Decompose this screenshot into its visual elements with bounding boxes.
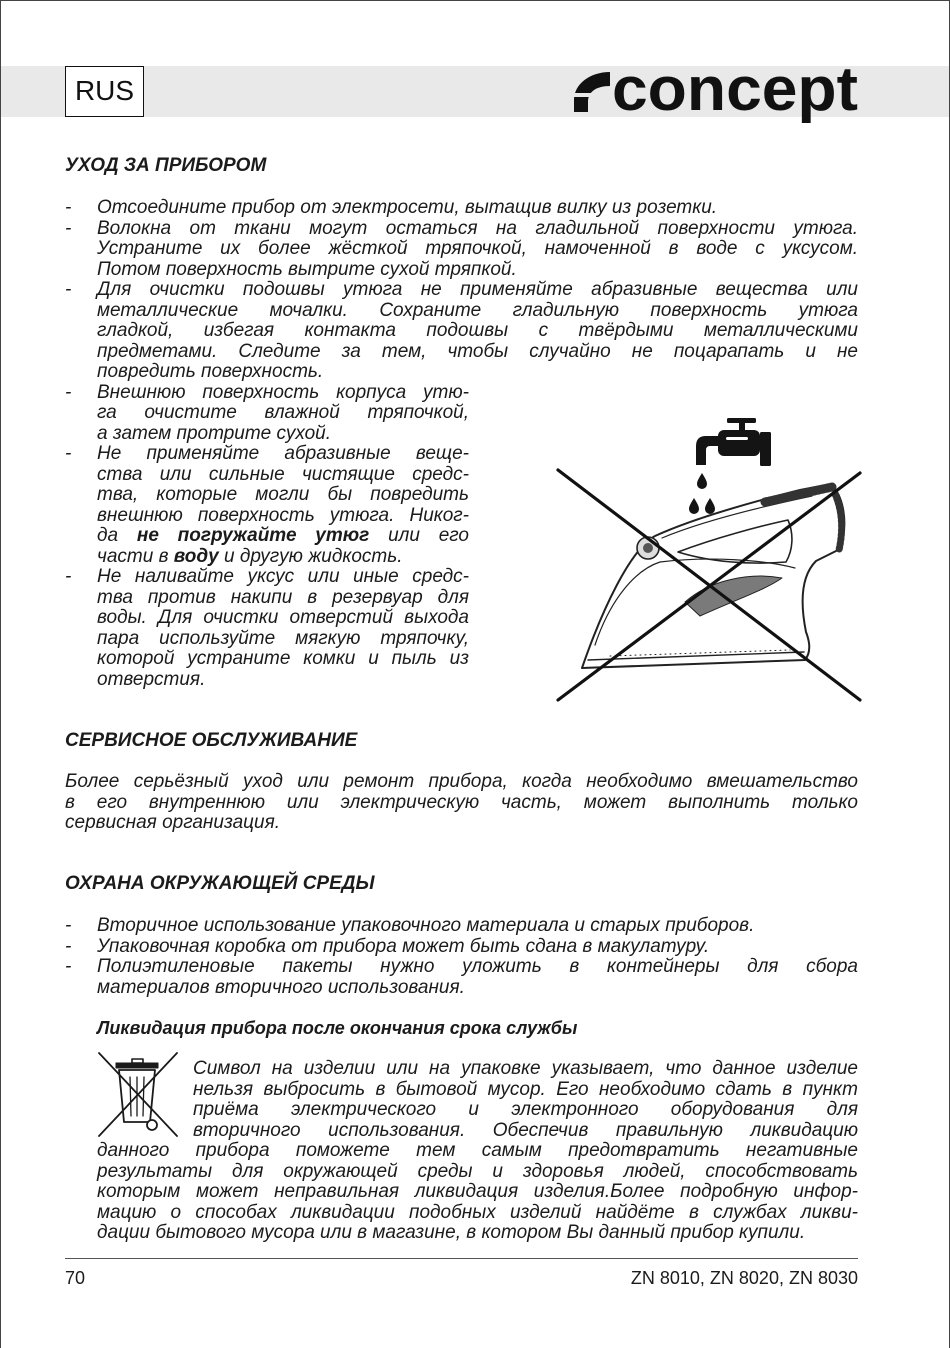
bullet-dash: - — [65, 381, 72, 403]
page-number: 70 — [65, 1268, 86, 1288]
environment-list — [65, 916, 858, 998]
list-item — [65, 219, 858, 281]
text-line: Упаковочная коробка от прибора может быть сдана в макулатуру. — [97, 935, 710, 957]
list-item — [65, 198, 858, 219]
text-line: отверстия. — [97, 668, 206, 690]
bold-warning: не погружайте утюг — [136, 525, 370, 546]
section-title-service: СЕРВИСНОЕ ОБСЛУЖИВАНИЕ — [65, 730, 358, 751]
text-line: дации бытового мусора или в магазине, в котором Вы данный прибор купили. — [97, 1222, 806, 1243]
section-title-care: УХОД ЗА ПРИБОРОМ — [65, 155, 267, 176]
bullet-dash: - — [65, 935, 72, 957]
list-item — [65, 280, 858, 383]
bullet-dash: - — [65, 956, 72, 977]
text-fragment: или его — [369, 525, 469, 546]
text-line: пара используйте мягкую тряпочку, — [97, 627, 469, 649]
language-code: RUS — [74, 75, 135, 106]
text-line: предметами. Следите за тем, чтобы случайно не поцарапать и не — [97, 340, 858, 362]
text-line: материалов вторичного использования. — [97, 976, 465, 998]
faucet-spout — [696, 436, 720, 465]
text-line: Полиэтиленовые пакеты нужно уложить в контейнеры для сбора — [97, 956, 858, 977]
text-line: ства или сильные чистящие средс- — [97, 463, 469, 485]
text-line: повредить поверхность. — [97, 361, 324, 382]
language-code-box — [65, 66, 144, 117]
water-drops — [689, 473, 715, 514]
text-line: вторичного использования. Обеспечив правильную ликвидацию — [193, 1119, 858, 1141]
text-line: Потом поверхность вытрите сухой тряпкой. — [97, 258, 517, 280]
section-title-environment: ОХРАНА ОКРУЖАЮЩЕЙ СРЕДЫ — [65, 873, 375, 894]
text-fragment: части в — [97, 545, 174, 567]
bullet-dash: - — [65, 279, 72, 300]
footer-rule — [65, 1258, 858, 1259]
text-line: тва против накипи в резервуар для — [97, 586, 469, 608]
list-item — [65, 916, 858, 937]
text-line: внешнюю поверхность утюга. Никог- — [97, 504, 469, 526]
text-line: результаты для окружающей среды и здоровья людей, способствовать — [97, 1160, 858, 1182]
logo-mark-stripe — [572, 93, 596, 97]
text-line: гладкой, избегая контакта подошвы с твёрдыми металлическими — [97, 320, 858, 341]
text-line: Не применяйте абразивные веще- — [97, 443, 469, 464]
faucet-handle — [727, 418, 756, 423]
faucet-body — [718, 430, 760, 456]
text-line: Более серьёзный уход или ремонт прибора, когда необходимо вмешательство — [65, 771, 858, 792]
text-line: Для очистки подошвы утюга не применяйте абразивные вещества или — [97, 279, 858, 300]
logo-mark — [574, 72, 610, 112]
bullet-dash: - — [65, 915, 72, 936]
text-line: металлические мочалки. Сохраните гладильную поверхность утюга — [97, 299, 858, 321]
disposal-subtitle: Ликвидация прибора после окончания срока службы — [97, 1018, 578, 1038]
bold-warning: воду — [173, 545, 219, 567]
list-item — [65, 937, 858, 958]
text-line: Внешнюю поверхность корпуса утю- — [97, 381, 469, 403]
text-line: воды. Для очистки отверстий выхода — [97, 607, 469, 628]
text-fragment: да — [97, 525, 137, 546]
bullet-dash: - — [65, 566, 72, 587]
list-item — [65, 957, 858, 998]
bullet-dash: - — [65, 443, 72, 464]
bullet-dash: - — [65, 217, 72, 239]
text-line: Устраните их более жёсткой тряпочкой, намоченной в воде с уксусом. — [97, 238, 858, 259]
disposal-paragraph — [97, 1059, 858, 1244]
text-line: Вторичное использование упаковочного материала и старых приборов. — [97, 915, 755, 936]
text-line: приёма электрического и электронного оборудования для — [193, 1099, 858, 1120]
water-drop — [689, 498, 699, 514]
text-fragment: и другую жидкость. — [218, 545, 403, 567]
iron-dial-center — [643, 543, 653, 553]
text-line: Отсоедините прибор от электросети, вытащив вилку из розетки. — [97, 197, 718, 218]
text-line: Символ на изделии или на упаковке указывает, что данное изделие — [193, 1058, 858, 1079]
text-line: которой устраните комки и пыль из — [97, 648, 469, 669]
faucet-flange — [760, 432, 771, 466]
water-drop — [705, 498, 715, 514]
text-line: которым может неправильная ликвидация изделия.Более подробную инфор- — [97, 1181, 858, 1202]
text-line: в его внутреннюю или электрическую часть, может выполнить только — [65, 791, 858, 813]
text-line: мацию о способах ликвидации подобных изделий найдёте в службах ликви- — [97, 1201, 858, 1223]
text-line: данного прибора поможете тем самым предотвратить негативные — [97, 1140, 858, 1161]
text-line: Не наливайте уксус или иные средс- — [97, 566, 469, 587]
faucet-highlight — [726, 437, 748, 440]
text-line: сервисная организация. — [65, 812, 280, 833]
bullet-dash: - — [65, 197, 72, 218]
water-drop — [697, 473, 707, 489]
no-water-immersion-iron-icon — [550, 410, 870, 710]
text-line — [97, 526, 469, 547]
service-paragraph — [65, 772, 858, 834]
text-line — [97, 547, 469, 568]
text-line: тва, которые могли бы повредить — [97, 484, 469, 505]
faucet — [696, 418, 771, 466]
text-line: нельзя выбросить в бытовой мусор. Его необходимо сдать в пункт — [193, 1078, 858, 1100]
text-line: Волокна от ткани могут остаться на гладильной поверхности утюга. — [97, 217, 858, 239]
text-line: а затем протрите сухой. — [97, 422, 332, 444]
model-numbers: ZN 8010, ZN 8020, ZN 8030 — [630, 1268, 858, 1288]
text-line: га очистите влажной тряпочкой, — [97, 402, 469, 423]
concept-logo — [570, 62, 862, 126]
logo-wordmark: concept — [612, 62, 858, 124]
